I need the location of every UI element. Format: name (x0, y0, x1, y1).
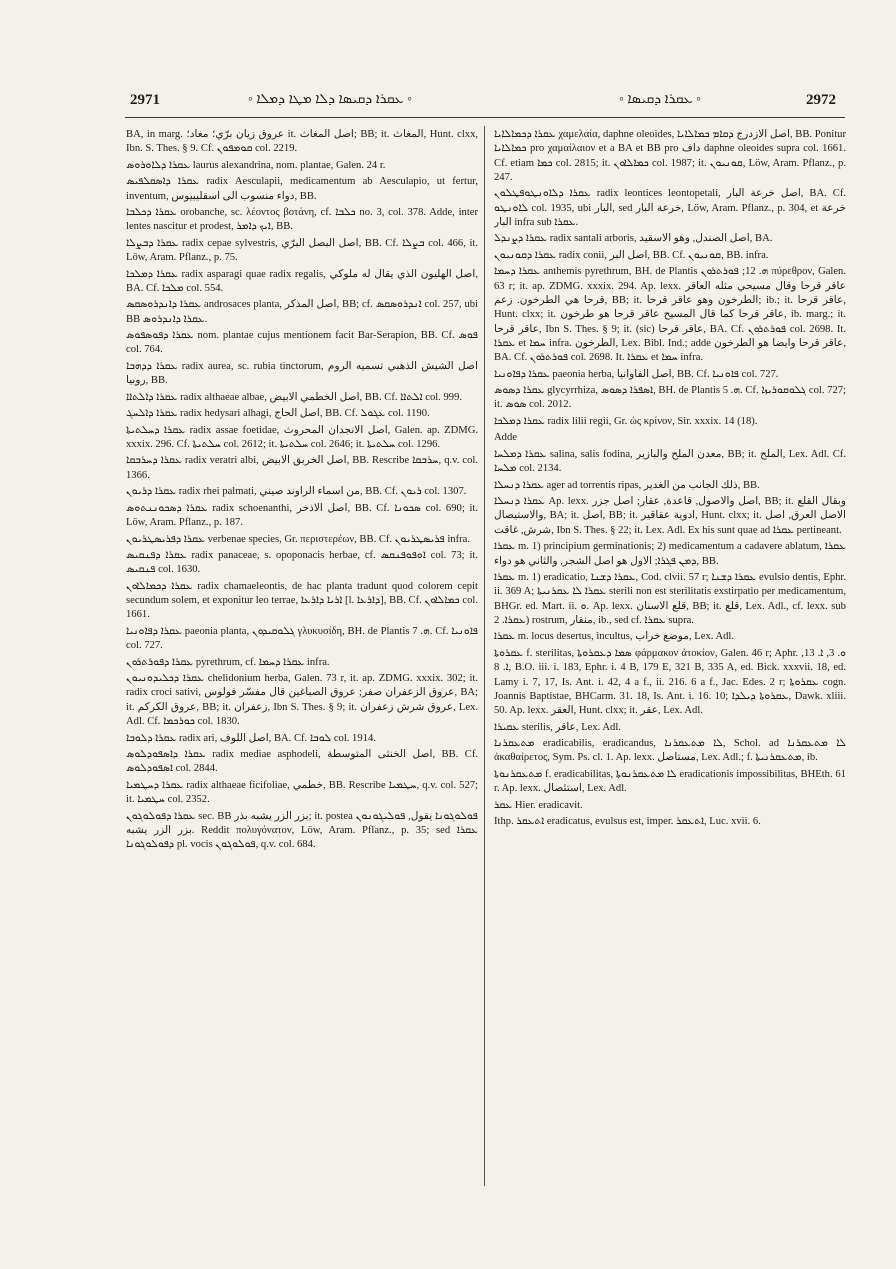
dictionary-entry: ܥܩܪܐ ܕܦܘܪܬܪܘܢ pyrethrum, cf. ܥܩܪܐ ܕܚܡܐ infra. (126, 656, 330, 668)
dictionary-entry: ܥܩܪܐ ܕܟܡܐܠܐܝܐ χαμελαία, daphne oleoides, اصل الازدرج ܕܩܐܡ ܟܡܐܠܐܝܐ, BB. Ponitur ܟܡܐܠܐܝܐ pro χαμαίλαιον et a BA et BB pro داف daphne oleoides supra col. 1661. Cf. etiam ܟܡܐ col. 2815; it. ܟܡܐܠܐܘܢ col. 1987; it. ܩܘܢܝܘܢ, Löw, Aram. Pflanz., p. 247. (494, 129, 846, 183)
dictionary-entry: ܥܩܪܐ ܕܟܠܝܕܘܢܝܘܢ chelidonium herba, Galen. 73 r, it. ap. ZDMG. xxxix. 302; it. radix croci sativi, عروق الزعفران صفر; عروق الصباغين قال مفسّر فولوس, BA; it. عروق الكركم, BB; it. زعفران, Ibn S. Thes. § 9; it. عروق شرش زعفران, Lex. Adl. Cf. ܟܘܪܟܡܐ col. 1830. (126, 673, 478, 728)
dictionary-entry: ܥܩܪܐ ܕܡܠܚܐ salina, salis fodina, معدن الملح والبازير, BB; it. الملح, Lex. Adl. Cf. ܡܠܚܐ col. 2134. (494, 448, 846, 475)
page-number-right: 2972 (806, 92, 836, 108)
dictionary-entry: ܥܩܪܐ ܕܩܘܢܝܘܢ radix conii, اصل البر, BB. Cf. ܩܘܢܝܘܢ, BB. infra. (494, 249, 769, 261)
dictionary-entry: ܥܩܪܐ ܕܐܠܚܓ radix hedysari alhagi, اصل الحاج, BB. Cf. ܥܓܘܠ col. 1190. (126, 408, 430, 420)
page-header (0, 88, 896, 116)
dictionary-entry: ܥܩܪܐ ܕܐܠܬܐܐ radix althaeae albae, اصل الخطمي الابيض, BB. Cf. ܐܠܬܐܐ col. 999. (126, 391, 463, 403)
column-divider (484, 126, 485, 1186)
dictionary-entry: ܥܩܪ Hier. eradicavit. (494, 799, 583, 811)
dictionary-entry: ܡܬܥܩܪܢܘܬܐ f. eradicabilitas, ܠܐ ܡܬܥܩܪܢܘܬܐ eradicationis impossibilitas, BHEth. 61 r. Ap. lexx. استئصال, Lex. Adl. (494, 768, 846, 795)
dictionary-entry: ܥܩܪܐ m. 1) principium germinationis; 2) medicamentum a cadavere ablatum, ܥܩܪܐ ܕܡܢ ܦܓܪܐ; الاول هو اصل الشجر, والثاني هو دواء, BB. (494, 541, 846, 567)
left-column (126, 128, 478, 1188)
dictionary-entry: ܥܩܪܐ m. 1) eradicatio, ܥܩܪܐ ܕܫܢܐ, Cod. clvii. 57 r; ܥܩܪܐ ܕܫܢܐ evulsio dentis, Ephr. ii. 369 A; ܥܩܪܐ ܠܐ ܥܩܪܢܝܬܐ sterili non est sterilitatis exstirpatio per medicamentum, BHGr. ed. Mart. ii. ܘ. Ap. lexx. قلع الاسنان, BB; it. قلع, Lex. Adl., cf. lexx. sub ܥܩܪܐ. 2) rostrum, منقار, ib., sed cf. ܥܩܪܐ supra. (494, 572, 846, 626)
dictionary-entry: ܥܩܪܐ ܕܐܣܦܘܕܠܘܣ radix mediae asphodeli, اصل الخنثى المتوسطة, BB. Cf. ܐܣܦܘܕܠܘܣ col. 2844. (126, 749, 478, 775)
dictionary-entry: ܥܩܪܐ ܕܦܐܘܢܝܐ paeonia planta, ܓܠܘܩܝܕܘܢ γλυκυσίδη, BH. de Plantis ܗ. 7. Cf. ܦܐܘܢܝܐ col. 727. (126, 625, 478, 652)
dictionary-entry: ܡܬܥܩܪܢܐ eradicabilis, eradicandus, ܠܐ ܡܬܥܩܪܢܐ, Schol. ad ܠܐ ܡܬܥܩܪܢܐ ἀκαθαίρετος, Sym. Ps. cl. 1. Ap. lexx. مستاصل, Lex. Adl.; f. ܡܬܥܩܪܢܝܬܐ, ib. (494, 738, 846, 764)
dictionary-entry: ܥܩܪܐ ܕܐܢܕܪܘܣܩܣ androsaces planta, اصل المذكر, BB; cf. ܐܢܕܪܘܣܩܣ col. 257, ubi BB ܥܩܪܐ ܕܐܢܕܪܘܣ. (126, 299, 478, 325)
dictionary-entry: ܥܩܪܐ ܕܪܝܘܢ radix rhei palmati, من اسماء الراوند صيني, BB. Cf. ܪܝܘܢ col. 1307. (126, 486, 467, 498)
header-rule (125, 117, 845, 118)
dictionary-entry: ܥܩܪܐ ܕܐܣܩܠܦܝܣ radix Aesculapii, medicamentum ab Aesculapio, ut fertur, inventum, دواء منسوب الى اسقليبيوس, BB. (126, 176, 478, 202)
running-head-right: ◦ ܥܩܪܐ ܕܩܝܣܐ ◦ (618, 92, 702, 107)
dictionary-entry: ܥܩܪܐ ܕܕܗܒܐ radix aurea, sc. rubia tinctorum, اصل الشيش الذهبي تسميه الروم روبيا, BB. (126, 360, 478, 387)
dictionary-entry: ܥܩܪܐ ܕܦܢܩܝܣ radix panaceae, s. opoponacis herbae, cf. ܐܘܦܘܦܢܩܣ col. 73; it. ܦܢܩܝܣ col. 1630. (126, 550, 478, 576)
dictionary-entry: ܥܩܪܐ ܕܠܐܘܪܘܣ laurus alexandrina, nom. plantae, Galen. 24 r. (126, 159, 386, 171)
dictionary-entry: ܥܩܪܐ ܕܠܘܒܐ radix ari, اصل اللوف, BA. Cf. ܠܘܒܐ col. 1914. (126, 732, 376, 744)
dictionary-entry: ܥܩܪܐ ܕܠܐܘܢܛܘܦܛܠܘܢ radix leontices leontopetali, اصل خرعة البار, BA. Cf. ܠܐܘܢܛܘ col. 1935, ubi البار, sed خرعة البار, Löw, Aram. Pflanz., p. 304, et خرعة البار infra sub ܥܩܪܐ. (494, 188, 846, 228)
dictionary-entry: ܥܩܪܐ ܕܦܘܠܘܓܘܢ sec. BB بزر الزر يشبه بذر; it. postea ܦܘܠܘܓܘܢܐ يقول, ܦܘܠܝܓܘܢܘܢ بزر الزر يشبه. Reddit πολυγόνατον, Löw, Aram. Pflanz., p. 35; sed ܥܩܪܐ ܕܦܘܠܘܓܘܢܐ pl. vocis ܦܘܠܘܓܘܢ, q.v. col. 684. (126, 810, 478, 851)
dictionary-entry: ܥܩܪܐ ܕܦܘܣܦܘܣ nom. plantae cujus mentionem facit Bar-Serapion, BB. Cf. ܦܘܣ col. 764. (126, 330, 478, 356)
dictionary-entry: ܥܩܪܐ ܕܚܪܒܩܐ radix veratri albi, اصل الخربق الابيض, BB. Rescribe ܚܪܒܩܐ, q.v. col. 1366. (126, 455, 478, 481)
dictionary-entry: ܥܩܪܐ ܕܦܪܝܣܛܪܝܘܢ verbenae species, Gr. περιστερέων, BB. Cf. ܦܪܝܣܛܪܝܘܢ infra. (126, 533, 471, 545)
dictionary-entry: ܥܩܪܐ m. locus desertus, incultus, موضع خراب, Lex. Adl. (494, 631, 734, 643)
dictionary-entry: ܥܩܪܐ ܕܢܚܠܐ ager ad torrentis ripas, ذلك الجانب من الغدير, BB. (494, 479, 760, 491)
dictionary-entry: ܥܩܪܐ ܕܦܐܘܢܝܐ paeonia herba, اصل الفاوانيا, BB. Cf. ܦܐܘܢܝܐ col. 727. (494, 368, 779, 380)
dictionary-entry: ܥܩܪܐ ܕܡܠܟܐ radix lilii regii, Gr. ὡς κρίνον, Sir. xxxix. 14 (18). (494, 415, 758, 427)
dictionary-entry: ܥܩܪܐ ܕܣܟܘܢܢܬܘܣ radix schoenanthi, اصل الاذخر, BB. Cf. ܣܟܘܢܐ col. 690; it. Löw, Aram. Pflanz., p. 187. (126, 502, 478, 529)
right-column (494, 128, 846, 1188)
dictionary-entry: BA, in marg. عروق زيان برّي؛ مغاد؛ it. اصل المغاث; BB; it. المغاث, Hunt. clxx, Ibn. S. Thes. § 9. Cf. ܩܘܡܦܘܢ col. 2219. (126, 129, 478, 155)
dictionary-entry: ܥܩܪܐ ܕܚܠܬܝܬܐ radix assae foetidae, اصل الانجدان المحروث, Galen. ap. ZDMG. xxxix. 296. Cf. ܚܠܬܝܬܐ col. 2612; it. ܚܠܬܝܬܐ col. 2646; it. ܚܠܬܝܬܐ col. 1296. (126, 424, 478, 450)
dictionary-entry: Adde (494, 432, 517, 444)
page-number-left: 2971 (130, 92, 160, 108)
dictionary-entry: ܥܩܪܐ ܕܒܨܠܐ radix cepae sylvestris, اصل البصل البرّي, BB. Cf. ܒܨܠܐ col. 466, it. Löw, Aram. Pflanz., p. 75. (126, 237, 478, 264)
running-head-left: ◦ ܥܩܪܐ ܕܩܝܣܐ ܕܠܐ ܡܛܐ ܕܡܠܐ ◦ (247, 92, 413, 107)
dictionary-entry: ܥܩܪܐ ܕܢܚܠܐ Ap. lexx. اصل والاصول, قاعدة, عقار; اصل جزر, BB; it. وبقال القلع والاستيصال, BA; it. اصل, BB; it. ادوية عقاقير, Hunt. clxx; it. الاصل العرق, اصل شرش, غاقت, Ibn S. Thes. § 22; it. Lex. Adl. Ex his sunt quae ad ܥܩܪܐ pertineant. (494, 496, 846, 536)
dictionary-entry: Ithp. ܐܬܥܩܪ eradicatus, evulsus est, imper. ܐܬܥܩܪ, Luc. xvii. 6. (494, 816, 761, 828)
dictionary-entry: ܥܩܪܐ ܕܚܛܡܝܐ radix althaeae ficifoliae, خطمي, BB. Rescribe ܚܛܡܝܐ, q.v. col. 527; it. ܚܛܡܝܐ col. 2352. (126, 779, 478, 806)
dictionary-entry: ܥܩܪܐ ܕܡܠܟܐ radix asparagi quae radix regalis, اصل الهليون الذي يقال له ملوكي, BA. Cf. ܡܠܟܐ col. 554. (126, 268, 478, 294)
dictionary-entry: ܥܩܪܐ ܕܚܡܐ anthemis pyrethrum, BH. de Plantis ܗ. 12; ܦܘܪܬܪܘܢ πύρεθρον, Galen. 63 r; it. ap. ZDMG. xxxix. 294. Ap. lexx. عاقر قرحا وقال مسيحي مثله العاقر قرحا هي الطرخون. زعم, BB; it. الطرخون وهو عاقر قرحا; ib.; it. عاقر قرحا, Hunt. clxx; it. عاقر قرحا كما قال المسيح عاقر قرحا هو طرخون, ib. marg.; it. عاقر قرحا, Ibn S. Thes. § 9; it. (sic) عاقر قرحا, BA. Cf. ܦܘܪܬܪܘܢ col. 2698. It. ܥܩܪܐ et ܚܡܐ infra. الطرخون, Lex. Bibl. Ind.; adde عاقر قرحا وايضا هو الطرخون, BA. Cf. ܦܘܪܬܪܘܢ col. 2698. It. ܥܩܪܐ et ܚܡܐ infra. (494, 266, 846, 364)
dictionary-entry: ܥܩܝܪܐ sterilis, عاقر, Lex. Adl. (494, 721, 621, 733)
dictionary-entry: ܥܩܪܐ ܕܣܘܣ glycyrrhiza, ܐܣܦܪܐ ܕܣܘܣ, BH. de Plantis ܗ. 5. Cf. ܓܠܘܩܘܪܝܙܐ col. 727; it. ܣܘܣ col. 2012. (494, 385, 846, 411)
dictionary-entry: ܥܩܪܐ ܕܟܡܐܠܐܘܢ radix chamaeleontis, de hac planta tradunt quod colorem cepit secundum solem, et exponitur leo terrae, ܐܪܝܐ ܕܐܪܥܐ [l. ܕܐܪܥܐ], BB. Cf. ܟܡܐܠܐܘܢ col. 1661. (126, 580, 478, 621)
dictionary-entry: ܥܩܪܐ ܕܟܠܒܐ orobanche, sc. λέοντος βοτάνη, cf. ܟܠܒܐ no. 3, col. 378. Adde, inter lentes nascitur et prodest, ܐܝܟ ܕܐܡܪ, BB. (126, 207, 478, 233)
dictionary-entry: ܥܩܪܐ ܕܨܢܕܠ radix santali arboris, اصل الصندل, وهو الاسقيد, BA. (494, 233, 773, 245)
dictionary-entry: ܥܩܪܘܬܐ f. sterilitas, ܣܡܐ ܕܥܩܪܘܬܐ φάρμακον ἀτοκίον, Galen. 46 r; Aphr. ܘ. 3, ܐ. 13, ܐ. 8, B.O. iii. i. 183, Ephr. i. 4 B, 179 E, 321 B, 335 A, ed. Bick. xxxvii. 18, ed. Lamy i. 7, 17, Is. Ant. i. 42, 4 a f., ii. 216. 6 a f., Jac. Edes. 2 r; ܥܩܪܘܬܐ cogn. Joannis Baptistae, BHCarm. 31. 18, Is. Ant. i. 16. 10; ܥܩܪܘܬܐ ܕܝܠܕܐ, Dawk. xliii. 50. Ap. lexx. العقر, Hunt. clxx; it. عقر, Lex. Adl. (494, 647, 846, 717)
